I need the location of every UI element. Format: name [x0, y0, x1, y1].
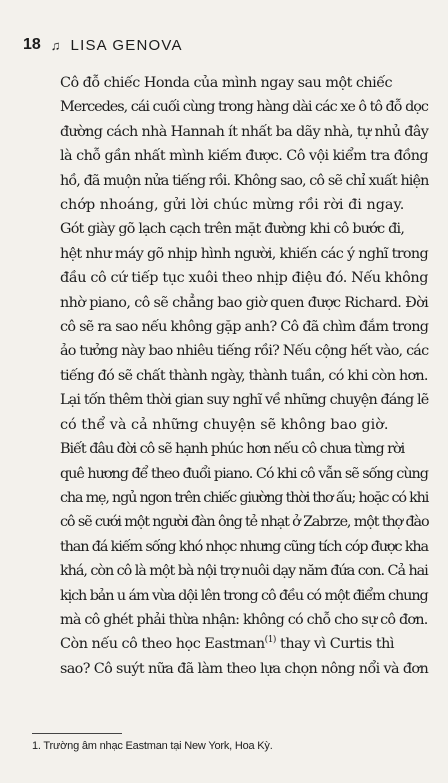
footnote-divider	[32, 733, 122, 734]
music-note-icon: ♫	[50, 37, 61, 53]
text-line: Lại tốn thêm thời gian suy nghĩ về những chuyện đáng lẽ	[60, 392, 429, 409]
text-line: hệt như máy gõ nhịp hình người, khiến các ý nghĩ trong	[60, 245, 428, 262]
running-header	[23, 36, 183, 54]
text-line: chớp nhoáng, gửi lời chúc mừng rồi rời đi ngay.	[60, 197, 405, 214]
text-segment: Còn nếu cô theo học Eastman	[60, 636, 265, 653]
text-line: sao? Cô suýt nữa đã làm theo lựa chọn nông nổi và đơn	[60, 660, 429, 677]
text-line: Gót giày gõ lạch cạch trên mặt đường khi cô bước đi,	[60, 221, 405, 238]
paragraph-3	[36, 437, 428, 632]
text-line: Mercedes, cái cuối cùng trong hàng dài các xe ô tô đỗ dọc	[60, 99, 428, 116]
text-line: ảo tưởng này bao nhiêu tiếng rồi? Nếu cộng hết vào, các	[60, 343, 429, 360]
text-line: quê hương để theo đuổi piano. Có khi cô vẫn sẽ sống cùng	[60, 465, 428, 482]
text-line: cô sẽ ra sao nếu không gặp anh? Cô đã chìm đắm trong	[60, 319, 429, 336]
paragraph-2	[36, 217, 428, 437]
text-segment: thay vì Curtis thì	[275, 636, 395, 653]
footnote: 1. Trường âm nhạc Eastman tại New York, Hoa Kỳ.	[32, 740, 273, 752]
text-line: tiếng đó sẽ chất thành ngày, thành tuần, có khi còn hơn.	[60, 367, 428, 384]
text-line: là chỗ gần nhất mình kiếm được. Cô vội kiểm tra đồng	[60, 148, 429, 165]
text-line: có thể và cả những chuyện sẽ không bao giờ.	[60, 416, 389, 433]
paragraph-1	[36, 71, 428, 217]
text-line	[36, 632, 428, 656]
body-text	[36, 71, 428, 681]
text-line: Biết đâu đời cô sẽ hạnh phúc hơn nếu cô chưa từng rời	[60, 441, 405, 458]
text-line: hồ, đã muộn nửa tiếng rồi. Không sao, cô sẽ chỉ xuất hiện	[60, 172, 429, 189]
paragraph-4	[36, 632, 428, 681]
text-line: nhờ piano, cô sẽ chẳng bao giờ quen được Richard. Đời	[60, 294, 429, 311]
footnote-reference[interactable]: (1)	[264, 635, 276, 646]
text-line: cha mẹ, ngủ ngon trên chiếc giường thời thơ ấu; hoặc có khi	[60, 489, 429, 506]
author-name: LISA GENOVA	[70, 36, 183, 54]
text-line: cô sẽ cưới một người đàn ông tẻ nhạt ở Zabrze, một thợ đào	[60, 514, 429, 531]
text-line: than đá kiếm sống khó nhọc nhưng cũng tích cóp được kha	[60, 538, 428, 555]
page-number: 18	[23, 36, 41, 53]
text-line: Cô đỗ chiếc Honda của mình ngay sau một chiếc	[60, 75, 393, 91]
text-line: kịch bản u ám vừa dội lên trong cô đều có một điểm chung	[60, 587, 428, 604]
text-line: mà cô ghét phải thừa nhận: không có chỗ cho sự cô đơn.	[60, 611, 428, 628]
text-line: đường cách nhà Hannah ít nhất ba dãy nhà, tự nhủ đây	[60, 123, 429, 140]
text-line: khá, còn cô là một bà nội trợ nuôi dạy năm đứa con. Cả hai	[60, 563, 428, 580]
text-line: đầu cô cứ tiếp tục xuôi theo nhịp điệu đó. Nếu không	[60, 270, 429, 287]
